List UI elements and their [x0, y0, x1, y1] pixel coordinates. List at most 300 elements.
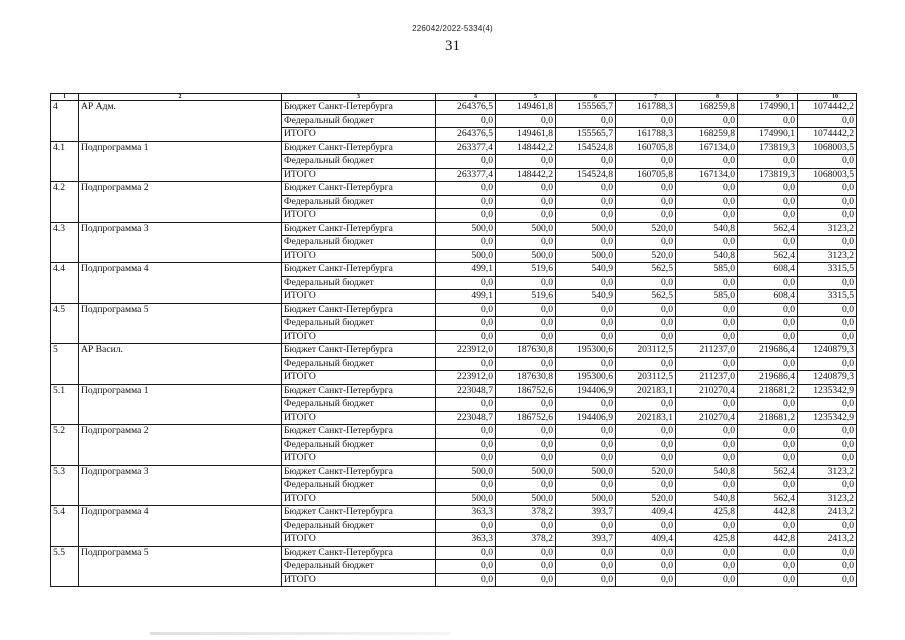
- amount-cell: 0,0: [616, 182, 676, 196]
- amount-cell: 0,0: [676, 560, 738, 574]
- amount-cell: 219686,4: [738, 344, 798, 358]
- amount-cell: 0,0: [436, 357, 496, 371]
- amount-cell: 0,0: [496, 276, 556, 290]
- amount-cell: 0,0: [436, 546, 496, 560]
- funding-source: ИТОГО: [282, 533, 436, 547]
- page-number: 31: [445, 38, 460, 54]
- amount-cell: 160705,8: [616, 141, 676, 155]
- funding-source: ИТОГО: [282, 249, 436, 263]
- funding-source: Бюджет Санкт-Петербурга: [282, 141, 436, 155]
- amount-cell: 0,0: [436, 114, 496, 128]
- program-name: Подпрограмма 4: [79, 506, 282, 547]
- amount-cell: 393,7: [556, 533, 616, 547]
- table-row: [51, 222, 857, 236]
- amount-cell: 3123,2: [798, 249, 857, 263]
- funding-source: ИТОГО: [282, 492, 436, 506]
- amount-cell: 0,0: [616, 438, 676, 452]
- amount-cell: 202183,1: [616, 384, 676, 398]
- amount-cell: 264376,5: [436, 101, 496, 115]
- amount-cell: 0,0: [496, 560, 556, 574]
- amount-cell: 499,1: [436, 263, 496, 277]
- amount-cell: 211237,0: [676, 344, 738, 358]
- amount-cell: 500,0: [556, 492, 616, 506]
- funding-source: Федеральный бюджет: [282, 519, 436, 533]
- column-number-row: [51, 94, 857, 101]
- amount-cell: 0,0: [556, 209, 616, 223]
- amount-cell: 500,0: [556, 465, 616, 479]
- amount-cell: 0,0: [798, 276, 857, 290]
- amount-cell: 223912,0: [436, 344, 496, 358]
- amount-cell: 393,7: [556, 506, 616, 520]
- amount-cell: 0,0: [738, 209, 798, 223]
- amount-cell: 195300,6: [556, 344, 616, 358]
- amount-cell: 3123,2: [798, 492, 857, 506]
- amount-cell: 0,0: [798, 398, 857, 412]
- amount-cell: 194406,9: [556, 384, 616, 398]
- amount-cell: 0,0: [496, 317, 556, 331]
- column-number: 10: [798, 94, 857, 101]
- amount-cell: 0,0: [738, 276, 798, 290]
- amount-cell: 500,0: [436, 222, 496, 236]
- amount-cell: 0,0: [436, 573, 496, 587]
- amount-cell: 0,0: [798, 236, 857, 250]
- amount-cell: 0,0: [616, 209, 676, 223]
- amount-cell: 0,0: [676, 182, 738, 196]
- amount-cell: 1235342,9: [798, 411, 857, 425]
- amount-cell: 0,0: [676, 519, 738, 533]
- funding-source: Федеральный бюджет: [282, 155, 436, 169]
- program-name: Подпрограмма 2: [79, 182, 282, 223]
- amount-cell: 0,0: [436, 276, 496, 290]
- amount-cell: 202183,1: [616, 411, 676, 425]
- amount-cell: 0,0: [798, 573, 857, 587]
- row-code: 5.5: [51, 546, 79, 587]
- amount-cell: 0,0: [676, 546, 738, 560]
- amount-cell: 0,0: [436, 560, 496, 574]
- amount-cell: 0,0: [496, 479, 556, 493]
- amount-cell: 500,0: [496, 249, 556, 263]
- amount-cell: 0,0: [738, 155, 798, 169]
- amount-cell: 1074442,2: [798, 128, 857, 142]
- amount-cell: 0,0: [616, 195, 676, 209]
- amount-cell: 203112,5: [616, 344, 676, 358]
- table-row: [51, 344, 857, 358]
- amount-cell: 562,4: [738, 465, 798, 479]
- amount-cell: 540,8: [676, 465, 738, 479]
- amount-cell: 0,0: [798, 479, 857, 493]
- amount-cell: 0,0: [738, 425, 798, 439]
- amount-cell: 0,0: [556, 452, 616, 466]
- amount-cell: 0,0: [436, 425, 496, 439]
- funding-source: Бюджет Санкт-Петербурга: [282, 546, 436, 560]
- amount-cell: 211237,0: [676, 371, 738, 385]
- amount-cell: 0,0: [556, 317, 616, 331]
- amount-cell: 540,8: [676, 249, 738, 263]
- amount-cell: 0,0: [616, 114, 676, 128]
- amount-cell: 0,0: [798, 114, 857, 128]
- document-registration-number: 226042/2022-5334(4): [412, 24, 493, 33]
- amount-cell: 155565,7: [556, 128, 616, 142]
- column-number: 9: [738, 94, 798, 101]
- funding-source: ИТОГО: [282, 330, 436, 344]
- funding-source: ИТОГО: [282, 209, 436, 223]
- amount-cell: 0,0: [436, 479, 496, 493]
- funding-source: ИТОГО: [282, 168, 436, 182]
- amount-cell: 0,0: [616, 519, 676, 533]
- amount-cell: 0,0: [676, 303, 738, 317]
- funding-source: ИТОГО: [282, 371, 436, 385]
- amount-cell: 0,0: [616, 330, 676, 344]
- amount-cell: 442,8: [738, 506, 798, 520]
- amount-cell: 363,3: [436, 533, 496, 547]
- column-number: 5: [496, 94, 556, 101]
- amount-cell: 0,0: [616, 573, 676, 587]
- amount-cell: 0,0: [738, 573, 798, 587]
- funding-source: Бюджет Санкт-Петербурга: [282, 263, 436, 277]
- row-code: 5.3: [51, 465, 79, 506]
- table-row: [51, 465, 857, 479]
- page-edge-artifact: [150, 632, 450, 635]
- funding-source: ИТОГО: [282, 573, 436, 587]
- funding-source: Бюджет Санкт-Петербурга: [282, 506, 436, 520]
- amount-cell: 0,0: [556, 425, 616, 439]
- amount-cell: 608,4: [738, 263, 798, 277]
- amount-cell: 0,0: [556, 573, 616, 587]
- amount-cell: 0,0: [798, 303, 857, 317]
- table-row: [51, 384, 857, 398]
- amount-cell: 1235342,9: [798, 384, 857, 398]
- amount-cell: 148442,2: [496, 141, 556, 155]
- amount-cell: 0,0: [556, 519, 616, 533]
- funding-source: Федеральный бюджет: [282, 479, 436, 493]
- amount-cell: 500,0: [436, 465, 496, 479]
- table-row: [51, 303, 857, 317]
- amount-cell: 1074442,2: [798, 101, 857, 115]
- amount-cell: 0,0: [556, 303, 616, 317]
- amount-cell: 585,0: [676, 290, 738, 304]
- row-code: 5.2: [51, 425, 79, 466]
- row-code: 5.1: [51, 384, 79, 425]
- amount-cell: 0,0: [436, 438, 496, 452]
- amount-cell: 0,0: [616, 479, 676, 493]
- funding-source: Федеральный бюджет: [282, 114, 436, 128]
- amount-cell: 0,0: [436, 209, 496, 223]
- amount-cell: 0,0: [676, 452, 738, 466]
- amount-cell: 562,4: [738, 222, 798, 236]
- amount-cell: 0,0: [616, 155, 676, 169]
- table-row: [51, 141, 857, 155]
- amount-cell: 0,0: [496, 182, 556, 196]
- table-row: [51, 546, 857, 560]
- amount-cell: 264376,5: [436, 128, 496, 142]
- amount-cell: 0,0: [798, 317, 857, 331]
- amount-cell: 0,0: [676, 155, 738, 169]
- amount-cell: 520,0: [616, 222, 676, 236]
- amount-cell: 219686,4: [738, 371, 798, 385]
- program-name: Подпрограмма 5: [79, 546, 282, 587]
- amount-cell: 0,0: [676, 317, 738, 331]
- funding-source: Федеральный бюджет: [282, 357, 436, 371]
- amount-cell: 223048,7: [436, 384, 496, 398]
- amount-cell: 562,5: [616, 263, 676, 277]
- amount-cell: 0,0: [556, 438, 616, 452]
- row-code: 4.1: [51, 141, 79, 182]
- row-code: 4: [51, 101, 79, 142]
- amount-cell: 540,8: [676, 222, 738, 236]
- column-number: 1: [51, 94, 79, 101]
- amount-cell: 0,0: [436, 398, 496, 412]
- amount-cell: 0,0: [676, 276, 738, 290]
- amount-cell: 0,0: [436, 155, 496, 169]
- column-number: 2: [79, 94, 282, 101]
- amount-cell: 0,0: [798, 195, 857, 209]
- amount-cell: 0,0: [798, 330, 857, 344]
- amount-cell: 161788,3: [616, 101, 676, 115]
- row-code: 5.4: [51, 506, 79, 547]
- amount-cell: 0,0: [616, 303, 676, 317]
- amount-cell: 0,0: [798, 546, 857, 560]
- amount-cell: 0,0: [738, 479, 798, 493]
- amount-cell: 0,0: [676, 357, 738, 371]
- amount-cell: 0,0: [556, 195, 616, 209]
- amount-cell: 0,0: [556, 114, 616, 128]
- amount-cell: 0,0: [738, 182, 798, 196]
- program-name: АР Адм.: [79, 101, 282, 142]
- amount-cell: 0,0: [738, 330, 798, 344]
- amount-cell: 378,2: [496, 506, 556, 520]
- amount-cell: 148442,2: [496, 168, 556, 182]
- amount-cell: 0,0: [676, 479, 738, 493]
- amount-cell: 0,0: [556, 182, 616, 196]
- amount-cell: 540,8: [676, 492, 738, 506]
- row-code: 5: [51, 344, 79, 385]
- column-number: 8: [676, 94, 738, 101]
- column-number: 6: [556, 94, 616, 101]
- amount-cell: 210270,4: [676, 411, 738, 425]
- amount-cell: 168259,8: [676, 101, 738, 115]
- amount-cell: 203112,5: [616, 371, 676, 385]
- program-name: Подпрограмма 1: [79, 384, 282, 425]
- funding-source: Бюджет Санкт-Петербурга: [282, 344, 436, 358]
- amount-cell: 0,0: [436, 303, 496, 317]
- amount-cell: 0,0: [556, 236, 616, 250]
- row-code: 4.2: [51, 182, 79, 223]
- amount-cell: 0,0: [556, 546, 616, 560]
- amount-cell: 0,0: [676, 398, 738, 412]
- amount-cell: 0,0: [436, 330, 496, 344]
- amount-cell: 3123,2: [798, 465, 857, 479]
- amount-cell: 409,4: [616, 533, 676, 547]
- amount-cell: 425,8: [676, 533, 738, 547]
- amount-cell: 499,1: [436, 290, 496, 304]
- amount-cell: 0,0: [616, 357, 676, 371]
- funding-source: ИТОГО: [282, 128, 436, 142]
- amount-cell: 0,0: [738, 519, 798, 533]
- amount-cell: 0,0: [556, 560, 616, 574]
- amount-cell: 0,0: [556, 357, 616, 371]
- amount-cell: 0,0: [496, 546, 556, 560]
- amount-cell: 0,0: [496, 330, 556, 344]
- program-name: Подпрограмма 1: [79, 141, 282, 182]
- amount-cell: 0,0: [496, 425, 556, 439]
- amount-cell: 0,0: [798, 519, 857, 533]
- amount-cell: 540,9: [556, 263, 616, 277]
- funding-source: ИТОГО: [282, 452, 436, 466]
- amount-cell: 3315,5: [798, 263, 857, 277]
- amount-cell: 0,0: [616, 317, 676, 331]
- funding-source: Федеральный бюджет: [282, 438, 436, 452]
- amount-cell: 0,0: [738, 452, 798, 466]
- funding-source: Бюджет Санкт-Петербурга: [282, 182, 436, 196]
- amount-cell: 0,0: [496, 195, 556, 209]
- amount-cell: 0,0: [616, 452, 676, 466]
- amount-cell: 1240879,3: [798, 344, 857, 358]
- amount-cell: 0,0: [798, 560, 857, 574]
- amount-cell: 425,8: [676, 506, 738, 520]
- amount-cell: 149461,8: [496, 128, 556, 142]
- funding-source: Бюджет Санкт-Петербурга: [282, 384, 436, 398]
- amount-cell: 500,0: [496, 465, 556, 479]
- amount-cell: 0,0: [436, 452, 496, 466]
- amount-cell: 0,0: [496, 155, 556, 169]
- amount-cell: 0,0: [436, 519, 496, 533]
- amount-cell: 540,9: [556, 290, 616, 304]
- amount-cell: 149461,8: [496, 101, 556, 115]
- amount-cell: 1240879,3: [798, 371, 857, 385]
- amount-cell: 520,0: [616, 492, 676, 506]
- amount-cell: 167134,0: [676, 141, 738, 155]
- amount-cell: 195300,6: [556, 371, 616, 385]
- amount-cell: 2413,2: [798, 533, 857, 547]
- funding-source: Федеральный бюджет: [282, 398, 436, 412]
- amount-cell: 263377,4: [436, 141, 496, 155]
- amount-cell: 187630,8: [496, 344, 556, 358]
- amount-cell: 500,0: [436, 492, 496, 506]
- amount-cell: 0,0: [798, 155, 857, 169]
- amount-cell: 0,0: [676, 573, 738, 587]
- amount-cell: 519,6: [496, 290, 556, 304]
- amount-cell: 154524,8: [556, 168, 616, 182]
- amount-cell: 0,0: [798, 357, 857, 371]
- amount-cell: 0,0: [436, 182, 496, 196]
- amount-cell: 173819,3: [738, 168, 798, 182]
- amount-cell: 3123,2: [798, 222, 857, 236]
- amount-cell: 2413,2: [798, 506, 857, 520]
- table-row: [51, 101, 857, 115]
- amount-cell: 3315,5: [798, 290, 857, 304]
- amount-cell: 223912,0: [436, 371, 496, 385]
- funding-source: ИТОГО: [282, 290, 436, 304]
- amount-cell: 187630,8: [496, 371, 556, 385]
- amount-cell: 363,3: [436, 506, 496, 520]
- amount-cell: 0,0: [738, 560, 798, 574]
- amount-cell: 608,4: [738, 290, 798, 304]
- amount-cell: 0,0: [496, 452, 556, 466]
- amount-cell: 0,0: [798, 452, 857, 466]
- amount-cell: 0,0: [436, 236, 496, 250]
- table-row: [51, 263, 857, 277]
- amount-cell: 263377,4: [436, 168, 496, 182]
- amount-cell: 0,0: [496, 357, 556, 371]
- program-name: Подпрограмма 5: [79, 303, 282, 344]
- amount-cell: 0,0: [556, 155, 616, 169]
- amount-cell: 0,0: [798, 438, 857, 452]
- amount-cell: 1068003,5: [798, 168, 857, 182]
- amount-cell: 0,0: [496, 438, 556, 452]
- amount-cell: 0,0: [738, 195, 798, 209]
- amount-cell: 218681,2: [738, 384, 798, 398]
- amount-cell: 585,0: [676, 263, 738, 277]
- amount-cell: 161788,3: [616, 128, 676, 142]
- amount-cell: 520,0: [616, 465, 676, 479]
- amount-cell: 0,0: [798, 182, 857, 196]
- amount-cell: 0,0: [496, 114, 556, 128]
- funding-source: ИТОГО: [282, 411, 436, 425]
- amount-cell: 0,0: [676, 195, 738, 209]
- program-name: Подпрограмма 2: [79, 425, 282, 466]
- amount-cell: 210270,4: [676, 384, 738, 398]
- amount-cell: 0,0: [738, 357, 798, 371]
- amount-cell: 500,0: [496, 222, 556, 236]
- amount-cell: 0,0: [496, 236, 556, 250]
- table-row: [51, 506, 857, 520]
- funding-source: Федеральный бюджет: [282, 236, 436, 250]
- funding-source: Бюджет Санкт-Петербурга: [282, 303, 436, 317]
- amount-cell: 160705,8: [616, 168, 676, 182]
- amount-cell: 0,0: [556, 276, 616, 290]
- amount-cell: 0,0: [616, 425, 676, 439]
- funding-source: Бюджет Санкт-Петербурга: [282, 222, 436, 236]
- amount-cell: 0,0: [436, 317, 496, 331]
- amount-cell: 500,0: [556, 222, 616, 236]
- amount-cell: 562,5: [616, 290, 676, 304]
- table-row: [51, 182, 857, 196]
- amount-cell: 168259,8: [676, 128, 738, 142]
- funding-source: Федеральный бюджет: [282, 276, 436, 290]
- amount-cell: 0,0: [556, 479, 616, 493]
- amount-cell: 174990,1: [738, 101, 798, 115]
- amount-cell: 0,0: [738, 317, 798, 331]
- amount-cell: 223048,7: [436, 411, 496, 425]
- amount-cell: 562,4: [738, 249, 798, 263]
- amount-cell: 1068003,5: [798, 141, 857, 155]
- amount-cell: 0,0: [738, 114, 798, 128]
- column-number: 4: [436, 94, 496, 101]
- row-code: 4.5: [51, 303, 79, 344]
- amount-cell: 186752,6: [496, 384, 556, 398]
- amount-cell: 0,0: [676, 425, 738, 439]
- budget-table: [50, 93, 857, 587]
- funding-source: Бюджет Санкт-Петербурга: [282, 465, 436, 479]
- amount-cell: 0,0: [676, 438, 738, 452]
- amount-cell: 0,0: [496, 398, 556, 412]
- amount-cell: 0,0: [738, 398, 798, 412]
- amount-cell: 0,0: [496, 209, 556, 223]
- amount-cell: 520,0: [616, 249, 676, 263]
- program-name: АР Васил.: [79, 344, 282, 385]
- amount-cell: 0,0: [616, 560, 676, 574]
- amount-cell: 174990,1: [738, 128, 798, 142]
- funding-source: Бюджет Санкт-Петербурга: [282, 425, 436, 439]
- amount-cell: 519,6: [496, 263, 556, 277]
- amount-cell: 562,4: [738, 492, 798, 506]
- column-number: 7: [616, 94, 676, 101]
- table-row: [51, 425, 857, 439]
- amount-cell: 0,0: [496, 303, 556, 317]
- amount-cell: 0,0: [676, 330, 738, 344]
- amount-cell: 378,2: [496, 533, 556, 547]
- amount-cell: 186752,6: [496, 411, 556, 425]
